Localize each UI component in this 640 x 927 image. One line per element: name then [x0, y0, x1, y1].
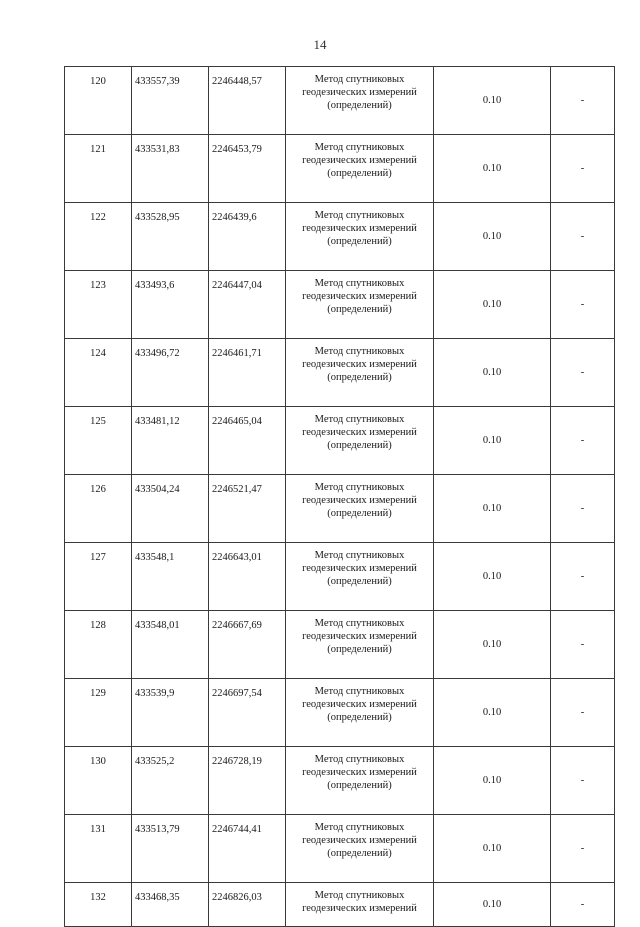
method-line: Метод спутниковых [314, 210, 405, 221]
table-row [65, 339, 615, 407]
accuracy-cell: 0.10 [434, 883, 551, 927]
accuracy-cell: 0.10 [434, 679, 551, 747]
y-coordinate-cell: 2246643,01 [209, 543, 286, 611]
table-row [65, 679, 615, 747]
method-line: геодезических измерений [302, 767, 417, 778]
point-number-cell: 123 [65, 271, 132, 339]
method-cell [286, 339, 434, 407]
method-line: Метод спутниковых [314, 550, 405, 561]
point-number-cell: 132 [65, 883, 132, 927]
y-coordinate-cell: 2246697,54 [209, 679, 286, 747]
coordinates-table-body [65, 67, 615, 927]
accuracy-cell: 0.10 [434, 475, 551, 543]
method-cell [286, 747, 434, 815]
method-cell [286, 203, 434, 271]
method-line: Метод спутниковых [314, 686, 405, 697]
x-coordinate-cell: 433548,1 [132, 543, 209, 611]
method-line: геодезических измерений [302, 427, 417, 438]
method-line: Метод спутниковых [314, 754, 405, 765]
x-coordinate-cell: 433531,83 [132, 135, 209, 203]
method-line: (определений) [327, 372, 392, 383]
method-line: (определений) [327, 236, 392, 247]
accuracy-cell: 0.10 [434, 271, 551, 339]
method-cell [286, 67, 434, 135]
method-line: (определений) [327, 100, 392, 111]
note-cell: - [551, 747, 615, 815]
y-coordinate-cell: 2246439,6 [209, 203, 286, 271]
method-cell [286, 475, 434, 543]
point-number-cell: 129 [65, 679, 132, 747]
method-line: (определений) [327, 780, 392, 791]
accuracy-cell: 0.10 [434, 407, 551, 475]
x-coordinate-cell: 433539,9 [132, 679, 209, 747]
method-cell [286, 135, 434, 203]
x-coordinate-cell: 433557,39 [132, 67, 209, 135]
table-row [65, 67, 615, 135]
y-coordinate-cell: 2246521,47 [209, 475, 286, 543]
method-line: (определений) [327, 304, 392, 315]
note-cell: - [551, 883, 615, 927]
accuracy-cell: 0.10 [434, 339, 551, 407]
accuracy-cell: 0.10 [434, 203, 551, 271]
accuracy-cell: 0.10 [434, 611, 551, 679]
x-coordinate-cell: 433513,79 [132, 815, 209, 883]
accuracy-cell: 0.10 [434, 543, 551, 611]
method-cell [286, 815, 434, 883]
method-line: Метод спутниковых [314, 482, 405, 493]
note-cell: - [551, 475, 615, 543]
method-line: геодезических измерений [302, 835, 417, 846]
y-coordinate-cell: 2246826,03 [209, 883, 286, 927]
method-line: Метод спутниковых [314, 822, 405, 833]
method-cell [286, 271, 434, 339]
table-row [65, 543, 615, 611]
x-coordinate-cell: 433504,24 [132, 475, 209, 543]
note-cell: - [551, 135, 615, 203]
method-line: геодезических измерений [302, 563, 417, 574]
note-cell: - [551, 271, 615, 339]
point-number-cell: 130 [65, 747, 132, 815]
note-cell: - [551, 407, 615, 475]
method-line: Метод спутниковых [314, 618, 405, 629]
method-line: геодезических измерений [302, 699, 417, 710]
x-coordinate-cell: 433493,6 [132, 271, 209, 339]
method-line: (определений) [327, 644, 392, 655]
table-row [65, 611, 615, 679]
method-line: геодезических измерений [302, 291, 417, 302]
note-cell: - [551, 679, 615, 747]
note-cell: - [551, 815, 615, 883]
x-coordinate-cell: 433548,01 [132, 611, 209, 679]
note-cell: - [551, 339, 615, 407]
table-row [65, 203, 615, 271]
y-coordinate-cell: 2246728,19 [209, 747, 286, 815]
table-row [65, 815, 615, 883]
method-cell [286, 611, 434, 679]
accuracy-cell: 0.10 [434, 135, 551, 203]
method-line: геодезических измерений [302, 631, 417, 642]
method-line: Метод спутниковых [314, 74, 405, 85]
method-line: Метод спутниковых [314, 346, 405, 357]
y-coordinate-cell: 2246447,04 [209, 271, 286, 339]
method-line: геодезических измерений [302, 359, 417, 370]
x-coordinate-cell: 433481,12 [132, 407, 209, 475]
point-number-cell: 127 [65, 543, 132, 611]
method-line: (определений) [327, 576, 392, 587]
method-line: (определений) [327, 712, 392, 723]
point-number-cell: 128 [65, 611, 132, 679]
method-cell [286, 543, 434, 611]
method-cell [286, 679, 434, 747]
accuracy-cell: 0.10 [434, 67, 551, 135]
table-row [65, 135, 615, 203]
point-number-cell: 124 [65, 339, 132, 407]
point-number-cell: 125 [65, 407, 132, 475]
y-coordinate-cell: 2246744,41 [209, 815, 286, 883]
method-line: (определений) [327, 848, 392, 859]
accuracy-cell: 0.10 [434, 747, 551, 815]
method-line: геодезических измерений [302, 903, 417, 914]
x-coordinate-cell: 433468,35 [132, 883, 209, 927]
point-number-cell: 126 [65, 475, 132, 543]
x-coordinate-cell: 433525,2 [132, 747, 209, 815]
method-line: геодезических измерений [302, 87, 417, 98]
method-cell [286, 407, 434, 475]
accuracy-cell: 0.10 [434, 815, 551, 883]
y-coordinate-cell: 2246453,79 [209, 135, 286, 203]
method-line: Метод спутниковых [314, 142, 405, 153]
page-number: 14 [313, 37, 327, 52]
method-line: Метод спутниковых [314, 890, 405, 901]
note-cell: - [551, 543, 615, 611]
method-line: геодезических измерений [302, 223, 417, 234]
point-number-cell: 120 [65, 67, 132, 135]
point-number-cell: 121 [65, 135, 132, 203]
coordinates-table [64, 66, 615, 927]
x-coordinate-cell: 433528,95 [132, 203, 209, 271]
table-row [65, 475, 615, 543]
y-coordinate-cell: 2246667,69 [209, 611, 286, 679]
point-number-cell: 122 [65, 203, 132, 271]
method-line: геодезических измерений [302, 155, 417, 166]
table-row [65, 271, 615, 339]
note-cell: - [551, 203, 615, 271]
note-cell: - [551, 611, 615, 679]
method-line: (определений) [327, 508, 392, 519]
method-line: Метод спутниковых [314, 414, 405, 425]
y-coordinate-cell: 2246448,57 [209, 67, 286, 135]
table-row [65, 747, 615, 815]
y-coordinate-cell: 2246461,71 [209, 339, 286, 407]
method-line: (определений) [327, 440, 392, 451]
method-line: Метод спутниковых [314, 278, 405, 289]
y-coordinate-cell: 2246465,04 [209, 407, 286, 475]
method-line: (определений) [327, 168, 392, 179]
table-row [65, 407, 615, 475]
point-number-cell: 131 [65, 815, 132, 883]
note-cell: - [551, 67, 615, 135]
method-line: геодезических измерений [302, 495, 417, 506]
x-coordinate-cell: 433496,72 [132, 339, 209, 407]
